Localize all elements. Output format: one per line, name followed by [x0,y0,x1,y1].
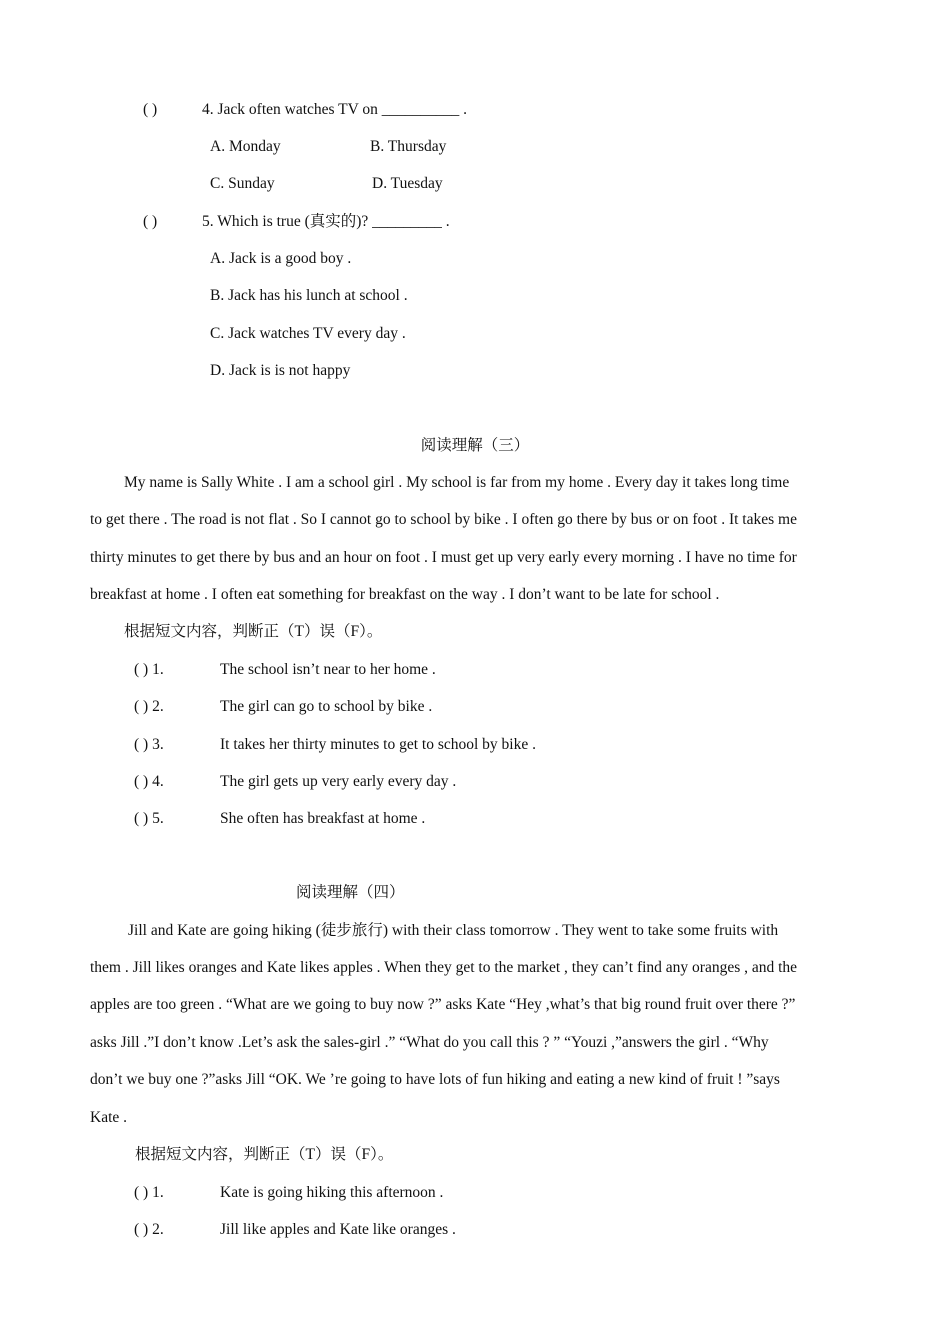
q5-question: 5. Which is true (真实的)? _________ . [202,213,450,230]
section3-item-text: It takes her thirty minutes to get to school by bike . [220,736,536,753]
q4-answer-paren[interactable]: ( ) [143,101,158,118]
section3-item-text: The girl can go to school by bike . [220,698,433,715]
section3-item-paren[interactable]: ( ) 5. [134,810,164,827]
section4-item-text: Kate is going hiking this afternoon . [220,1184,444,1201]
section3-item-paren[interactable]: ( ) 2. [134,698,164,715]
q4-option-c: C. Sunday [210,175,275,192]
section4-para-line: Jill and Kate are going hiking (徒步旅行) with their class tomorrow . They went to take some fruits with [128,922,779,939]
section3-item-text: The girl gets up very early every day . [220,773,457,790]
section3-item-text: She often has breakfast at home . [220,810,426,827]
section3-title: 阅读理解（三） [420,437,530,454]
section3-para-line: thirty minutes to get there by bus and an hour on foot . I must get up very early every morning . I have no time for [90,549,797,566]
section4-item-paren[interactable]: ( ) 2. [134,1221,164,1238]
q4-option-a: A. Monday [210,138,281,155]
section4-para-line: don’t we buy one ?”asks Jill “OK. We ’re going to have lots of fun hiking and eating a new kind of fruit ! ”says [90,1071,780,1088]
section3-para-line: breakfast at home . I often eat something for breakfast on the way . I don’t want to be late for school . [90,586,720,603]
q5-option-b: B. Jack has his lunch at school . [210,287,408,304]
section4-instruction: 根据短文内容，判断正（T）误（F）。 [135,1146,394,1163]
q5-option-c: C. Jack watches TV every day . [210,325,406,342]
section4-para-line: Kate . [90,1109,128,1126]
section4-item-text: Jill like apples and Kate like oranges . [220,1221,456,1238]
section3-para-line: to get there . The road is not flat . So I cannot go to school by bike . I often go there by bus or on foot . It takes me [90,511,797,528]
section3-item-paren[interactable]: ( ) 1. [134,661,164,678]
section4-item-paren[interactable]: ( ) 1. [134,1184,164,1201]
q5-answer-paren[interactable]: ( ) [143,213,158,230]
q4-option-b: B. Thursday [370,138,447,155]
section4-para-line: apples are too green . “What are we going to buy now ?” asks Kate “Hey ,what’s that big round fruit over there ?” [90,996,796,1013]
section3-item-text: The school isn’t near to her home . [220,661,436,678]
section4-title: 阅读理解（四） [296,884,405,901]
section4-para-line: asks Jill .”I don’t know .Let’s ask the sales-girl .” “What do you call this ? ” “Youzi ,”answers the girl . “Why [90,1034,769,1051]
section3-instruction: 根据短文内容，判断正（T）误（F）。 [124,623,383,640]
q5-option-a: A. Jack is a good boy . [210,250,352,267]
section3-para-line: My name is Sally White . I am a school girl . My school is far from my home . Every day it takes long time [124,474,790,491]
q4-option-d: D. Tuesday [372,175,443,192]
section3-item-paren[interactable]: ( ) 4. [134,773,164,790]
q5-option-d: D. Jack is is not happy [210,362,351,379]
q4-question: 4. Jack often watches TV on __________ . [202,101,468,118]
section3-item-paren[interactable]: ( ) 3. [134,736,164,753]
section4-para-line: them . Jill likes oranges and Kate likes apples . When they get to the market , they can’t find any oranges , and the [90,959,798,976]
